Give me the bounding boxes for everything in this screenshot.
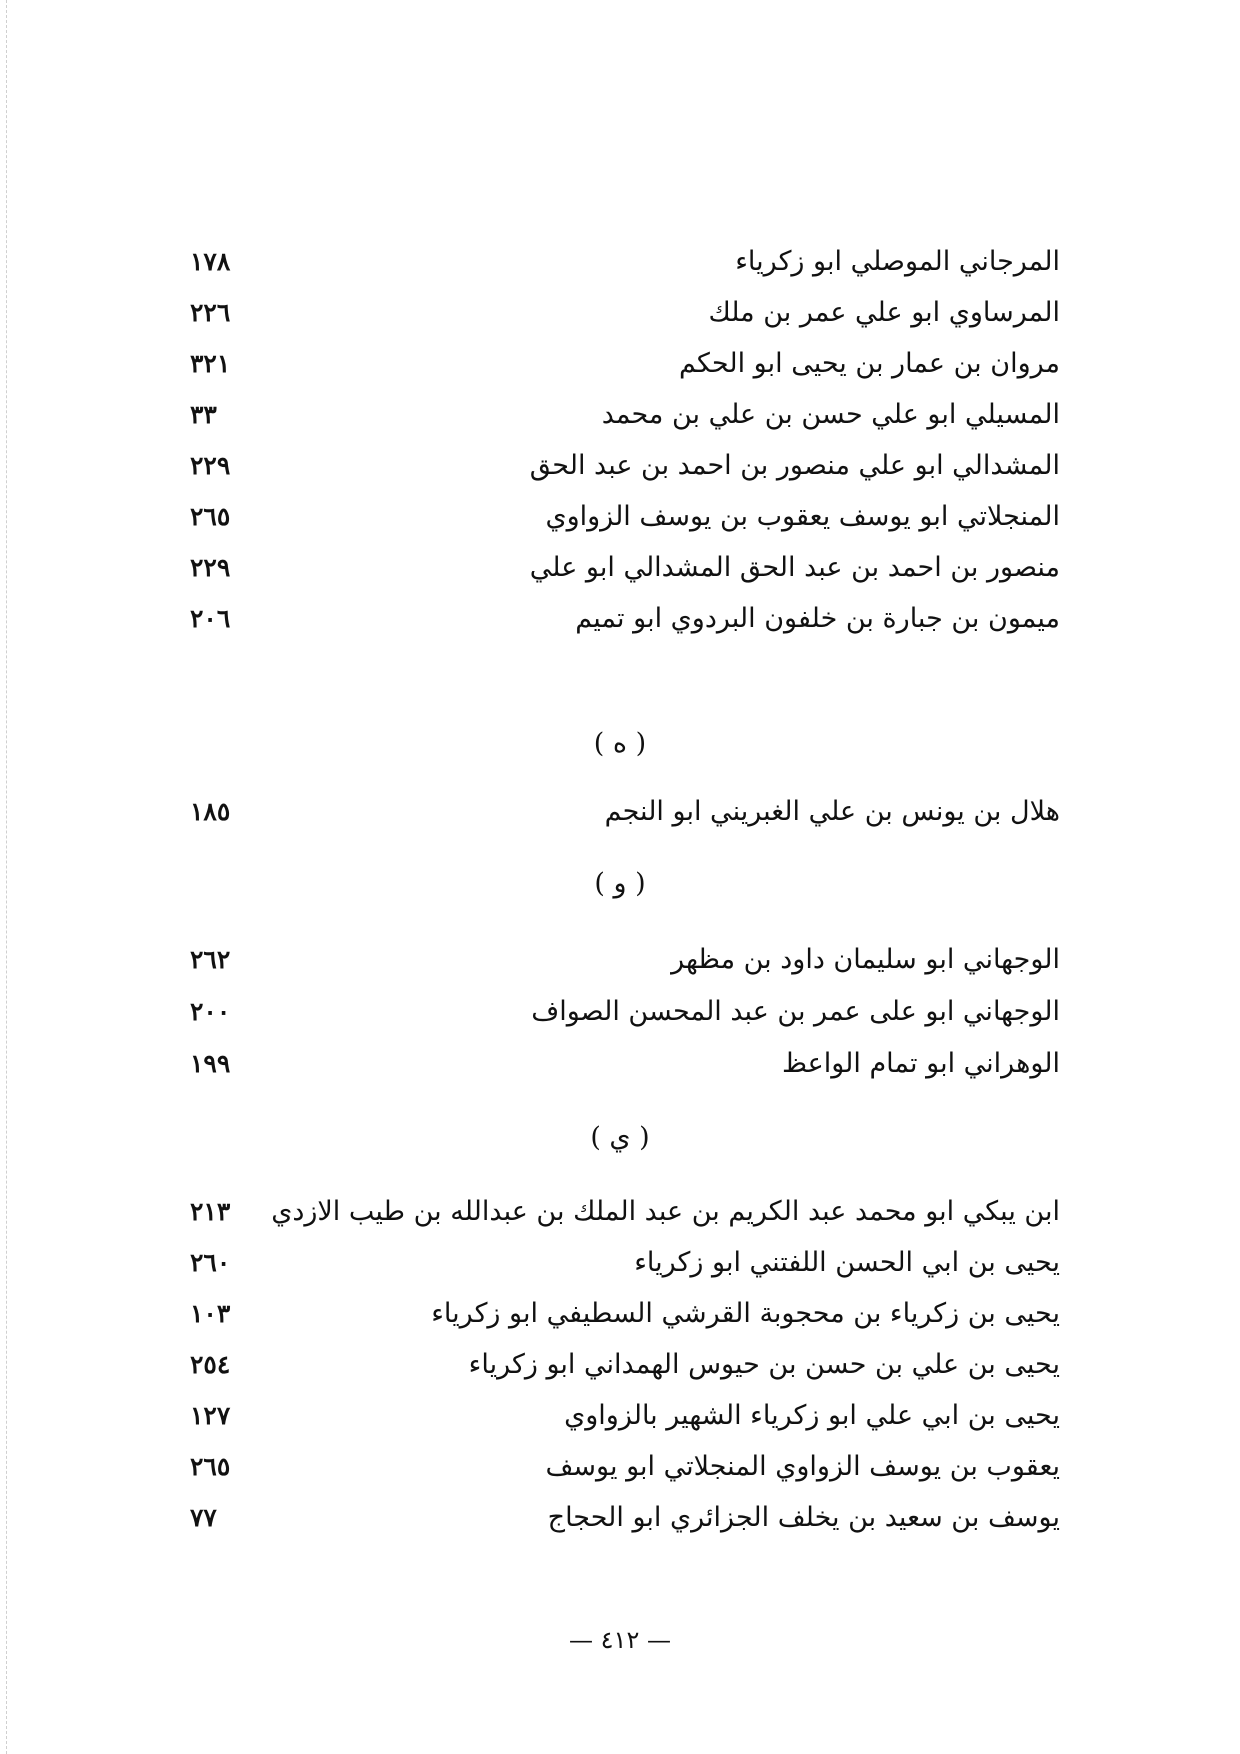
entry-name: المنجلاتي ابو يوسف يعقوب بن يوسف الزواوي bbox=[545, 501, 1060, 532]
entry-page-number: ٧٧ bbox=[190, 1503, 217, 1532]
entry-page-number: ٢٢٩ bbox=[190, 553, 231, 582]
entry-page-number: ٢٠٦ bbox=[190, 604, 231, 633]
entry-name: يحيى بن ابي علي ابو زكرياء الشهير بالزواوي bbox=[564, 1400, 1060, 1431]
entry-name: المسيلي ابو علي حسن بن علي بن محمد bbox=[601, 399, 1060, 430]
section-heading-ya: ( ي ) bbox=[590, 1122, 650, 1153]
entry-name: المرجاني الموصلي ابو زكرياء bbox=[735, 246, 1060, 277]
section-heading-ha: ( ه ) bbox=[593, 728, 647, 759]
entry-name: يحيى بن علي بن حسن بن حيوس الهمداني ابو زكرياء bbox=[468, 1349, 1060, 1380]
index-entry bbox=[150, 1496, 1060, 1540]
entry-page-number: ٣٣ bbox=[190, 400, 217, 429]
entry-name: الوجهاني ابو سليمان داود بن مظهر bbox=[671, 944, 1060, 975]
index-entry bbox=[150, 938, 1060, 982]
entry-page-number: ١٠٣ bbox=[190, 1299, 231, 1328]
entry-name: يحيى بن زكرياء بن محجوبة القرشي السطيفي ابو زكرياء bbox=[431, 1298, 1060, 1329]
entry-page-number: ٢٠٠ bbox=[190, 997, 231, 1026]
entry-name: هلال بن يونس بن علي الغبريني ابو النجم bbox=[604, 796, 1060, 827]
index-entry bbox=[150, 1394, 1060, 1438]
entry-page-number: ٢٦٠ bbox=[190, 1248, 231, 1277]
entry-page-number: ٢٢٩ bbox=[190, 451, 231, 480]
entry-page-number: ١٩٩ bbox=[190, 1049, 231, 1078]
entry-page-number: ٢١٣ bbox=[190, 1197, 231, 1226]
entry-name: يحيى بن ابي الحسن اللفتني ابو زكرياء bbox=[634, 1247, 1060, 1278]
section-heading-waw: ( و ) bbox=[594, 868, 646, 899]
index-entry bbox=[150, 597, 1060, 641]
entry-page-number: ٢٦٢ bbox=[190, 945, 231, 974]
entry-name: ابن يبكي ابو محمد عبد الكريم بن عبد الملك بن عبدالله بن طيب الازدي bbox=[271, 1196, 1060, 1227]
entry-page-number: ٢٦٥ bbox=[190, 502, 231, 531]
index-entry bbox=[150, 1190, 1060, 1234]
entry-page-number: ١٨٥ bbox=[190, 797, 231, 826]
entry-page-number: ١٧٨ bbox=[190, 247, 231, 276]
index-entry bbox=[150, 342, 1060, 386]
index-entry bbox=[150, 444, 1060, 488]
entry-name: يوسف بن سعيد بن يخلف الجزائري ابو الحجاج bbox=[547, 1502, 1060, 1533]
index-entry bbox=[150, 1292, 1060, 1336]
index-entry bbox=[150, 1241, 1060, 1285]
index-entry bbox=[150, 393, 1060, 437]
index-entry bbox=[150, 1445, 1060, 1489]
entry-name: الوجهاني ابو على عمر بن عبد المحسن الصواف bbox=[531, 996, 1060, 1027]
index-entry bbox=[150, 1343, 1060, 1387]
entry-name: يعقوب بن يوسف الزواوي المنجلاتي ابو يوسف bbox=[545, 1451, 1060, 1482]
entry-page-number: ١٢٧ bbox=[190, 1401, 231, 1430]
entry-name: ميمون بن جبارة بن خلفون البردوي ابو تميم bbox=[575, 603, 1060, 634]
entry-page-number: ٢٦٥ bbox=[190, 1452, 231, 1481]
entry-name: منصور بن احمد بن عبد الحق المشدالي ابو علي bbox=[529, 552, 1060, 583]
entry-page-number: ٢٢٦ bbox=[190, 298, 231, 327]
entry-page-number: ٣٢١ bbox=[190, 349, 231, 378]
index-entry bbox=[150, 495, 1060, 539]
entry-name: المرساوي ابو علي عمر بن ملك bbox=[708, 297, 1060, 328]
entry-name: المشدالي ابو علي منصور بن احمد بن عبد الحق bbox=[529, 450, 1060, 481]
index-entry bbox=[150, 240, 1060, 284]
index-entry bbox=[150, 291, 1060, 335]
page-footer-number: — ٤١٢ — bbox=[569, 1626, 671, 1654]
entry-name: الوهراني ابو تمام الواعظ bbox=[781, 1048, 1060, 1079]
index-entry bbox=[150, 990, 1060, 1034]
entry-page-number: ٢٥٤ bbox=[190, 1350, 231, 1379]
index-entry bbox=[150, 1042, 1060, 1086]
index-entry bbox=[150, 790, 1060, 834]
index-entry bbox=[150, 546, 1060, 590]
entry-name: مروان بن عمار بن يحيى ابو الحكم bbox=[679, 348, 1060, 379]
